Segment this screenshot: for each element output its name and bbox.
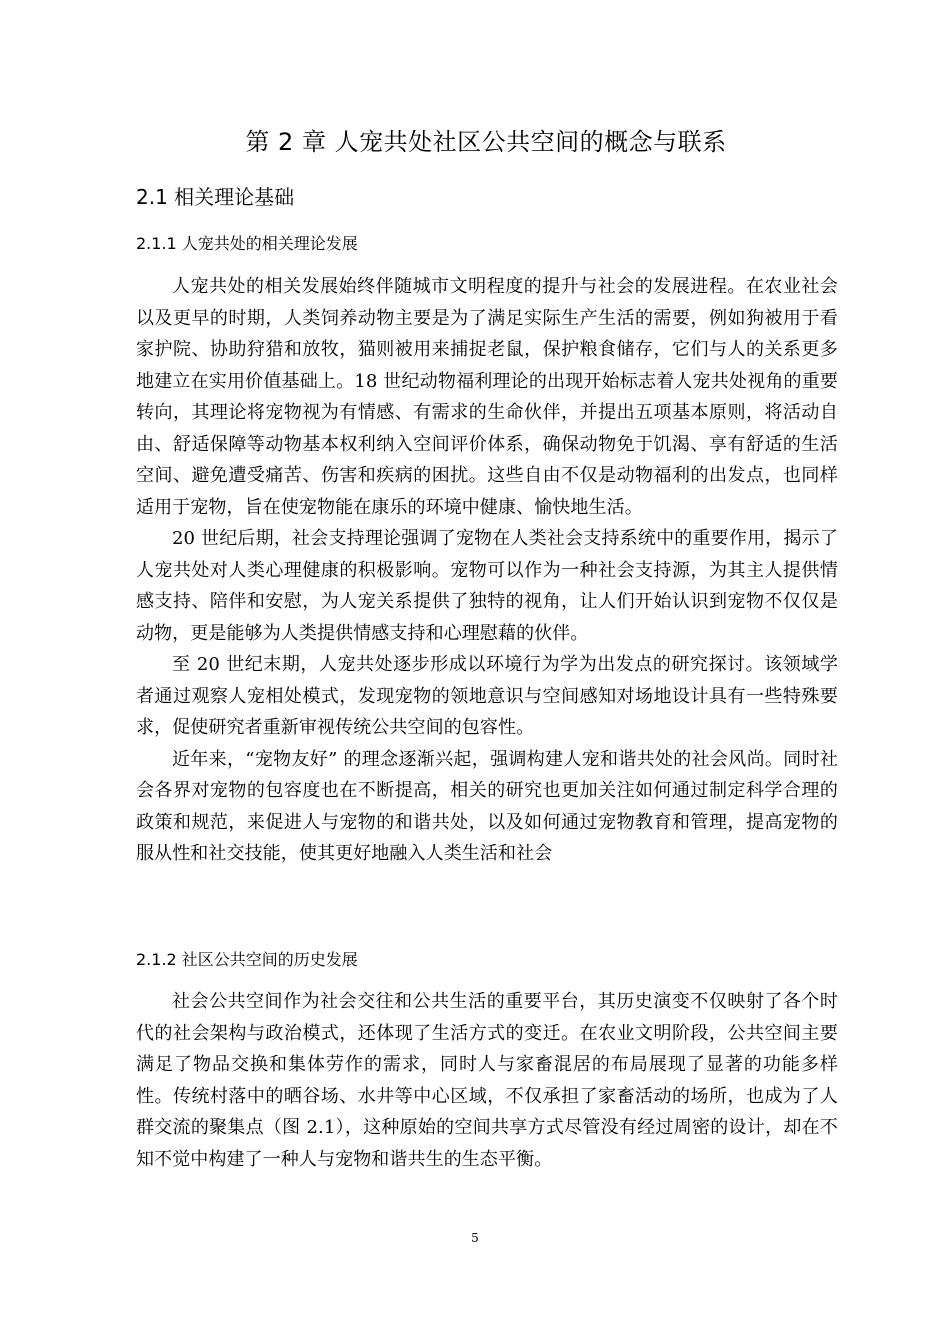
- paragraph: 20 世纪后期，社会支持理论强调了宠物在人类社会支持系统中的重要作用，揭示了人宠共处对人类心理健康的积极影响。宠物可以作为一种社会支持源，为其主人提供情感支持、陪伴和安慰，为人宠关系提供了独特的视角，让人们开始认识到宠物不仅仅是动物，更是能够为人类提供情感支持和心理慰藉的伙伴。: [136, 528, 838, 644]
- section-title: 2.1 相关理论基础: [136, 185, 295, 209]
- chapter-title: 第 2 章 人宠共处社区公共空间的概念与联系: [245, 128, 727, 156]
- subsection-title-2-1-2: 2.1.2 社区公共空间的历史发展: [136, 950, 358, 969]
- subsection-body-2-1-1: [136, 271, 838, 870]
- paragraph: 人宠共处的相关发展始终伴随城市文明程度的提升与社会的发展进程。在农业社会以及更早的时期，人类饲养动物主要是为了满足实际生产生活的需要，例如狗被用于看家护院、协助狩猎和放牧，猫则被用来捕捉老鼠，保护粮食储存，它们与人的关系更多地建立在实用价值基础上。18 世纪动物福利理论的出现开始标志着人宠共处视角的重要转向，其理论将宠物视为有情感、有需求的生命伙伴，并提出五项基本原则，将活动自由、舒适保障等动物基本权利纳入空间评价体系，确保动物免于饥渴、享有舒适的生活空间、避免遭受痛苦、伤害和疾病的困扰。这些自由不仅是动物福利的出发点，也同样适用于宠物，旨在使宠物能在康乐的环境中健康、愉快地生活。: [136, 276, 838, 518]
- paragraph: 社会公共空间作为社会交往和公共生活的重要平台，其历史演变不仅映射了各个时代的社会架构与政治模式，还体现了生活方式的变迁。在农业文明阶段，公共空间主要满足了物品交换和集体劳作的需求，同时人与家畜混居的布局展现了显著的功能多样性。传统村落中的晒谷场、水井等中心区域，不仅承担了家畜活动的场所，也成为了人群交流的聚集点（图 2.1），这种原始的空间共享方式尽管没有经过周密的设计，却在不知不觉中构建了一种人与宠物和谐共生的生态平衡。: [136, 991, 838, 1170]
- paragraph: 近年来，“宠物友好” 的理念逐渐兴起，强调构建人宠和谐共处的社会风尚。同时社会各界对宠物的包容度也在不断提高，相关的研究也更加关注如何通过制定科学合理的政策和规范，来促进人与宠物的和谐共处，以及如何通过宠物教育和管理，提高宠物的服从性和社交技能，使其更好地融入人类生活和社会: [136, 748, 838, 864]
- page-number: 5: [471, 1231, 479, 1245]
- subsection-title-2-1-1: 2.1.1 人宠共处的相关理论发展: [136, 234, 358, 253]
- subsection-body-2-1-2: [136, 986, 838, 1175]
- paragraph: 至 20 世纪末期，人宠共处逐步形成以环境行为学为出发点的研究探讨。该领域学者通过观察人宠相处模式，发现宠物的领地意识与空间感知对场地设计具有一些特殊要求，促使研究者重新审视传统公共空间的包容性。: [136, 654, 838, 738]
